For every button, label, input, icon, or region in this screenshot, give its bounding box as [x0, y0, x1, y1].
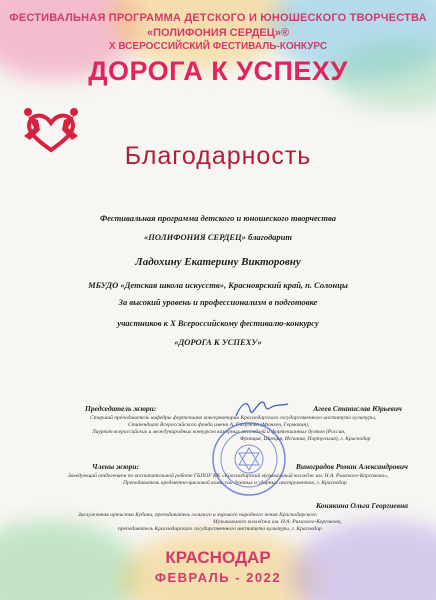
- signature-icon: [232, 396, 292, 420]
- body-line-program: Фестивальная программа детского и юношеского творчества: [99, 213, 337, 223]
- member1-description: Заведующий отделением по воспитательной работе ГБПОУ КК «Краснодарский музыкальный колледж им. Н.А. Римского-Корсакова», Преподаватель предметно-цикловой комиссии духовых и ударных инструментов, г. Краснодар: [68, 473, 389, 486]
- members-role: Члены жюри:: [92, 462, 140, 471]
- reason-line: «ДОРОГА К УСПЕХУ»: [174, 337, 262, 347]
- body-line-thanks: «ПОЛИФОНИЯ СЕРДЕЦ» благодарит: [143, 232, 293, 242]
- footer-city: КРАСНОДАР: [165, 548, 271, 567]
- header-brand: «ПОЛИФОНИЯ СЕРДЕЦ»®: [146, 27, 290, 39]
- member2-name: Конякина Ольга Георгиевна: [316, 501, 408, 510]
- header-program: ФЕСТИВАЛЬНАЯ ПРОГРАММА ДЕТСКОГО И ЮНОШЕСКОГО ТВОРЧЕСТВА: [9, 12, 427, 24]
- seal-stamp-icon: [210, 420, 288, 498]
- reason-line: участников к X Всероссийскому фестивалю-конкурсу: [117, 318, 319, 328]
- institution: МБУДО «Детская школа искусств», Красноярский край, п. Солонцы: [88, 280, 348, 290]
- header-festival-type: X ВСЕРОССИЙСКИЙ ФЕСТИВАЛЬ-КОНКУРС: [108, 41, 328, 52]
- member1-name: Виноградов Роман Александрович: [295, 462, 408, 471]
- festival-name: ДОРОГА К УСПЕХУ: [88, 56, 348, 86]
- reason-line: За высокий уровень и профессионализм в подготовке: [118, 297, 318, 307]
- chair-role: Председатель жюри:: [85, 404, 157, 413]
- member2-description: Заслуженная артистка Кубани, преподаватель сольного и хорового народного пения Краснодарского Музыкального колледжа им. Н.А. Римского-Корсакова, преподаватель Краснодарского государственного института культуры, г. Краснодар: [78, 512, 342, 532]
- document-title: Благодарность: [124, 142, 312, 170]
- footer-date: ФЕВРАЛЬ - 2022: [154, 570, 282, 585]
- recipient-name: Ладохину Екатерину Викторовну: [135, 256, 301, 268]
- chair-name: Агеев Станислав Юрьевич: [313, 404, 402, 413]
- chair-description: Старший преподаватель кафедры фортепиано консерватории Краснодарского государственного института культуры, Стипендиат Всероссийского фонда имени А. Глазунова (Мюнхен, Германия), Лауреат всероссийских и международных конкурсов камерных ансамблей и фортепианных дуэтов (Россия, Франция, Швеция, Испания, Португалия), г. Краснодар: [90, 415, 377, 442]
